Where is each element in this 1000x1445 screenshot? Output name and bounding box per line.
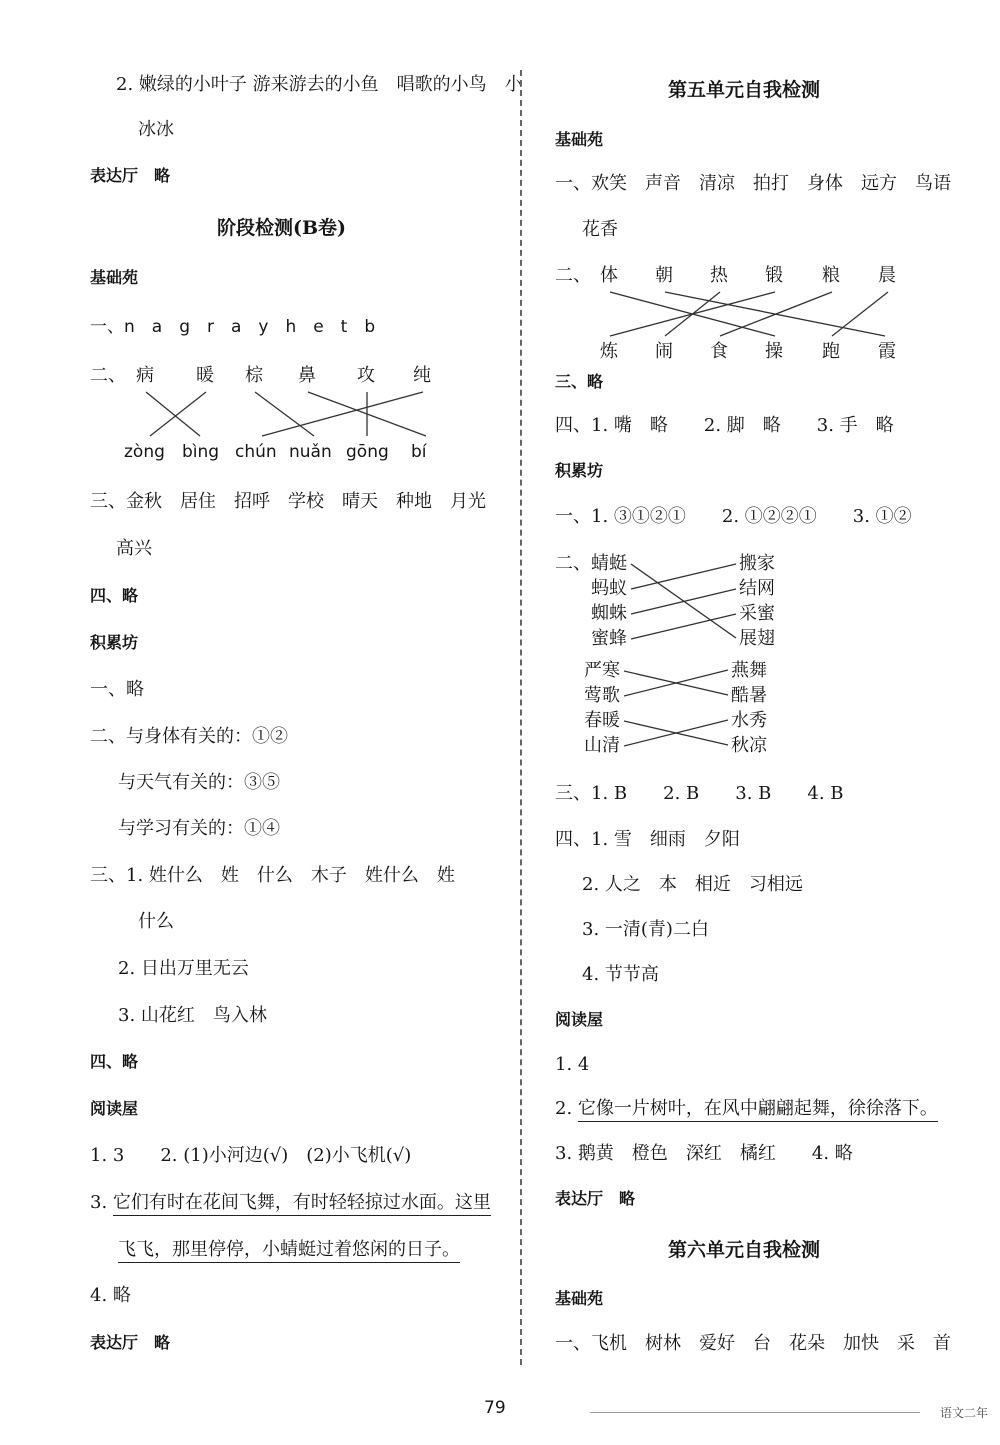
answer-line: 2. 它像一片树叶，在风中翩翩起舞，徐徐落下。 xyxy=(555,1097,938,1121)
answer-line: 一、n a g r a y h e t b xyxy=(90,317,376,337)
match-left-item: 莺歌 xyxy=(584,685,620,706)
match-left-item: 春暖 xyxy=(584,710,620,731)
match-bottom-item: chún xyxy=(235,442,277,462)
answer-line: 三、金秋 居住 招呼 学校 晴天 种地 月光 xyxy=(90,491,486,512)
section-heading: 表达厅 略 xyxy=(90,1333,171,1352)
section-heading: 阅读屋 xyxy=(555,1010,604,1029)
section-heading: 基础苑 xyxy=(90,268,139,287)
match-right-item: 水秀 xyxy=(731,710,767,731)
match-right-item: 酷暑 xyxy=(731,685,767,706)
answer-line: 四、1. 嘴 略 2. 脚 略 3. 手 略 xyxy=(555,415,894,436)
question-label: 二、 xyxy=(90,365,126,386)
match-line xyxy=(146,392,200,436)
section-heading: 积累坊 xyxy=(90,633,139,652)
answer-line: 三、1. B 2. B 3. B 4. B xyxy=(555,783,844,804)
answer-line: 1. 4 xyxy=(555,1054,590,1075)
match-left-item: 蜘蛛 xyxy=(591,603,627,624)
match-top-item: 攻 xyxy=(357,365,375,386)
answer-line: 4. 节节高 xyxy=(582,964,659,985)
answer-line: 什么 xyxy=(138,911,174,932)
match-bottom-item: nuǎn xyxy=(289,442,332,462)
section-heading: 表达厅 略 xyxy=(555,1189,636,1208)
match-line xyxy=(150,392,206,436)
answer-line: 三、略 xyxy=(555,372,604,391)
match-line xyxy=(631,589,736,614)
answer-line: 一、欢笑 声音 清凉 拍打 身体 远方 鸟语 xyxy=(555,173,951,194)
underlined-answer: 它们有时在花间飞舞，有时轻轻掠过水面。这里 xyxy=(113,1192,491,1216)
match-bottom-item: zòng xyxy=(124,442,165,462)
match-top-item: 病 xyxy=(136,365,154,386)
match-line xyxy=(624,720,728,746)
match-top-item: 锻 xyxy=(765,265,783,286)
match-left-item: 蚂蚁 xyxy=(591,578,627,599)
match-left-item: 严寒 xyxy=(584,660,620,681)
answer-line: 冰冰 xyxy=(138,119,174,140)
answer-line: 一、飞机 树林 爱好 台 花朵 加快 采 首 xyxy=(555,1333,951,1354)
match-top-item: 朝 xyxy=(655,265,673,286)
answer-line: 3. 鹅黄 橙色 深红 橘红 4. 略 xyxy=(555,1143,853,1164)
footer-rule xyxy=(590,1412,920,1413)
answer-line: 2. 日出万里无云 xyxy=(118,958,249,979)
answer-line: 三、1. 姓什么 姓 什么 木子 姓什么 姓 xyxy=(90,865,455,886)
match-top-item: 鼻 xyxy=(298,365,316,386)
page-number: 79 xyxy=(484,1398,506,1418)
match-right-item: 秋凉 xyxy=(731,735,767,756)
match-line xyxy=(624,670,728,696)
match-right-item: 展翅 xyxy=(739,628,775,649)
match-top-item: 热 xyxy=(710,265,728,286)
match-right-item: 燕舞 xyxy=(731,660,767,681)
match-bottom-item: bìng xyxy=(182,442,220,462)
match-top-item: 体 xyxy=(600,265,618,286)
answer-line: 二、与身体有关的：①② xyxy=(90,726,288,747)
match-bottom-item: 闹 xyxy=(655,341,673,362)
section-title: 第五单元自我检测 xyxy=(668,79,821,101)
match-right-item: 搬家 xyxy=(739,553,775,574)
match-bottom-item: 霞 xyxy=(878,341,896,362)
answer-line: 3. 山花红 鸟入林 xyxy=(118,1005,267,1026)
match-top-item: 粮 xyxy=(822,265,840,286)
match-line xyxy=(262,392,423,436)
section-title: 阶段检测(B卷) xyxy=(217,217,347,239)
match-bottom-item: gōng xyxy=(346,442,389,462)
section-title: 第六单元自我检测 xyxy=(668,1239,821,1261)
match-line xyxy=(720,292,832,336)
answer-line: 与天气有关的：③⑤ xyxy=(118,772,280,793)
answer-line: 2. 嫩绿的小叶子 游来游去的小鱼 唱歌的小鸟 小 xyxy=(116,74,523,95)
section-heading: 表达厅 略 xyxy=(90,166,171,185)
answer-line: 4. 略 xyxy=(90,1285,131,1306)
answer-line: 高兴 xyxy=(116,538,152,559)
underlined-answer: 飞飞，那里停停，小蜻蜓过着悠闲的日子。 xyxy=(118,1239,460,1263)
question-label: 二、 xyxy=(555,553,591,574)
answer-line: 一、略 xyxy=(90,679,144,700)
match-right-item: 结网 xyxy=(739,578,775,599)
match-right-item: 采蜜 xyxy=(739,603,775,624)
match-left-item: 蜜蜂 xyxy=(591,628,627,649)
footer-note: 语文二年 xyxy=(940,1406,989,1420)
match-line xyxy=(631,564,736,589)
match-bottom-item: 食 xyxy=(710,341,728,362)
underlined-answer: 它像一片树叶，在风中翩翩起舞，徐徐落下。 xyxy=(578,1098,938,1122)
match-bottom-item: 跑 xyxy=(822,341,840,362)
match-left-item: 山清 xyxy=(584,735,620,756)
answer-line: 花香 xyxy=(582,219,618,240)
answer-line: 3. 它们有时在花间飞舞，有时轻轻掠过水面。这里 xyxy=(90,1191,491,1215)
section-heading: 积累坊 xyxy=(555,461,604,480)
match-top-item: 棕 xyxy=(245,365,263,386)
match-top-item: 晨 xyxy=(878,265,896,286)
answer-line: 与学习有关的：①④ xyxy=(118,818,280,839)
match-bottom-item: bí xyxy=(411,442,427,462)
section-heading: 阅读屋 xyxy=(90,1099,139,1118)
answer-line: 四、1. 雪 细雨 夕阳 xyxy=(555,829,740,850)
match-line xyxy=(832,292,888,336)
section-heading: 基础苑 xyxy=(555,130,604,149)
answer-line: 3. 一清(青)二白 xyxy=(582,919,709,940)
question-label: 二、 xyxy=(555,265,591,286)
answer-line: 四、略 xyxy=(90,586,139,605)
answer-line: 四、略 xyxy=(90,1052,139,1071)
answer-line: 一、1. ③①②① 2. ①②②① 3. ①② xyxy=(555,506,912,527)
section-heading: 基础苑 xyxy=(555,1289,604,1308)
match-top-item: 纯 xyxy=(413,365,431,386)
match-top-item: 暖 xyxy=(196,365,214,386)
match-bottom-item: 操 xyxy=(765,341,783,362)
answer-line: 2. 人之 本 相近 习相远 xyxy=(582,874,803,895)
answer-line: 1. 3 2. (1)小河边(√) (2)小飞机(√) xyxy=(90,1145,412,1166)
match-bottom-item: 炼 xyxy=(600,341,618,362)
match-left-item: 蜻蜓 xyxy=(591,553,627,574)
